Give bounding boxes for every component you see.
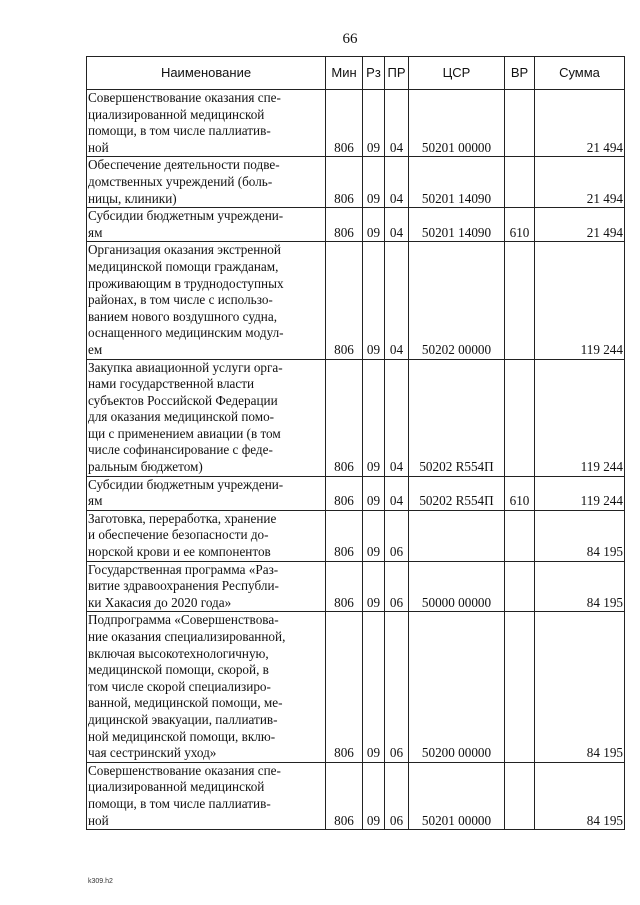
cell-pr: 04 [385, 208, 409, 242]
cell-vr [505, 242, 535, 359]
header-min: Мин [326, 57, 363, 90]
cell-rz: 09 [363, 612, 385, 762]
cell-vr [505, 510, 535, 561]
cell-name: Заготовка, переработка, хранение и обеспечение безопасности до- норской крови и ее компонентов [87, 510, 326, 561]
table-row [87, 510, 625, 561]
cell-name: Субсидии бюджетным учреждени- ям [87, 208, 326, 242]
cell-sum: 21 494 [535, 90, 625, 157]
cell-rz: 09 [363, 208, 385, 242]
cell-csr: 50201 14090 [409, 208, 505, 242]
table-row [87, 762, 625, 829]
cell-pr: 06 [385, 612, 409, 762]
header-sum: Сумма [535, 57, 625, 90]
header-row [87, 57, 625, 90]
cell-name: Субсидии бюджетным учреждени- ям [87, 476, 326, 510]
cell-csr: 50201 00000 [409, 762, 505, 829]
cell-vr [505, 561, 535, 612]
table-row [87, 359, 625, 476]
cell-min: 806 [326, 762, 363, 829]
cell-sum: 84 195 [535, 510, 625, 561]
cell-sum: 119 244 [535, 359, 625, 476]
cell-name: Подпрограмма «Совершенствова- ние оказания специализированной, включая высокотехнологичную, медицинской помощи, скорой, в том числе скорой специализиро- ванной, медицинской помощи, ме- дицинской эвакуации, паллиатив- ной медицинской помощи, вклю- чая сестринский уход» [87, 612, 326, 762]
cell-rz: 09 [363, 476, 385, 510]
table-row [87, 561, 625, 612]
table-row [87, 90, 625, 157]
cell-rz: 09 [363, 510, 385, 561]
cell-pr: 04 [385, 359, 409, 476]
cell-pr: 06 [385, 510, 409, 561]
header-csr: ЦСР [409, 57, 505, 90]
table-row [87, 612, 625, 762]
footer-code: k309.h2 [88, 878, 113, 885]
cell-sum: 119 244 [535, 242, 625, 359]
cell-vr [505, 762, 535, 829]
cell-rz: 09 [363, 242, 385, 359]
cell-vr [505, 612, 535, 762]
cell-sum: 84 195 [535, 762, 625, 829]
cell-min: 806 [326, 561, 363, 612]
cell-sum: 21 494 [535, 157, 625, 208]
table-row [87, 476, 625, 510]
cell-vr [505, 157, 535, 208]
cell-csr: 50201 00000 [409, 90, 505, 157]
cell-min: 806 [326, 476, 363, 510]
cell-csr: 50202 R554П [409, 359, 505, 476]
cell-min: 806 [326, 612, 363, 762]
budget-table [86, 56, 625, 830]
cell-min: 806 [326, 90, 363, 157]
table-row [87, 157, 625, 208]
cell-vr: 610 [505, 208, 535, 242]
cell-name: Обеспечение деятельности подве- домственных учреждений (боль- ницы, клиники) [87, 157, 326, 208]
cell-rz: 09 [363, 561, 385, 612]
cell-rz: 09 [363, 359, 385, 476]
cell-min: 806 [326, 359, 363, 476]
cell-vr: 610 [505, 476, 535, 510]
table-row [87, 242, 625, 359]
cell-csr: 50202 R554П [409, 476, 505, 510]
cell-sum: 84 195 [535, 612, 625, 762]
cell-vr [505, 359, 535, 476]
cell-rz: 09 [363, 157, 385, 208]
cell-csr: 50000 00000 [409, 561, 505, 612]
header-vr: ВР [505, 57, 535, 90]
header-rz: Рз [363, 57, 385, 90]
cell-pr: 04 [385, 242, 409, 359]
cell-name: Совершенствование оказания спе- циализированной медицинской помощи, в том числе паллиатив- ной [87, 90, 326, 157]
cell-pr: 06 [385, 561, 409, 612]
cell-sum: 119 244 [535, 476, 625, 510]
cell-min: 806 [326, 208, 363, 242]
header-name: Наименование [87, 57, 326, 90]
cell-min: 806 [326, 510, 363, 561]
cell-name: Закупка авиационной услуги орга- нами государственной власти субъектов Российской Федерации для оказания медицинской помо- щи с применением авиации (в том числе софинансирование с феде- ральным бюджетом) [87, 359, 326, 476]
cell-min: 806 [326, 242, 363, 359]
cell-csr: 50200 00000 [409, 612, 505, 762]
table-row [87, 208, 625, 242]
cell-vr [505, 90, 535, 157]
cell-csr: 50202 00000 [409, 242, 505, 359]
cell-sum: 84 195 [535, 561, 625, 612]
cell-pr: 04 [385, 157, 409, 208]
cell-csr: 50201 14090 [409, 157, 505, 208]
cell-name: Организация оказания экстренной медицинской помощи гражданам, проживающим в труднодоступных районах, в том числе с использо- ванием нового воздушного судна, оснащенного медицинским модул- ем [87, 242, 326, 359]
cell-pr: 04 [385, 476, 409, 510]
cell-sum: 21 494 [535, 208, 625, 242]
cell-rz: 09 [363, 762, 385, 829]
cell-pr: 06 [385, 762, 409, 829]
cell-name: Совершенствование оказания спе- циализированной медицинской помощи, в том числе паллиатив- ной [87, 762, 326, 829]
cell-min: 806 [326, 157, 363, 208]
cell-pr: 04 [385, 90, 409, 157]
page-number: 66 [342, 31, 358, 47]
header-pr: ПР [385, 57, 409, 90]
cell-name: Государственная программа «Раз- витие здравоохранения Республи- ки Хакасия до 2020 года» [87, 561, 326, 612]
cell-rz: 09 [363, 90, 385, 157]
cell-csr [409, 510, 505, 561]
